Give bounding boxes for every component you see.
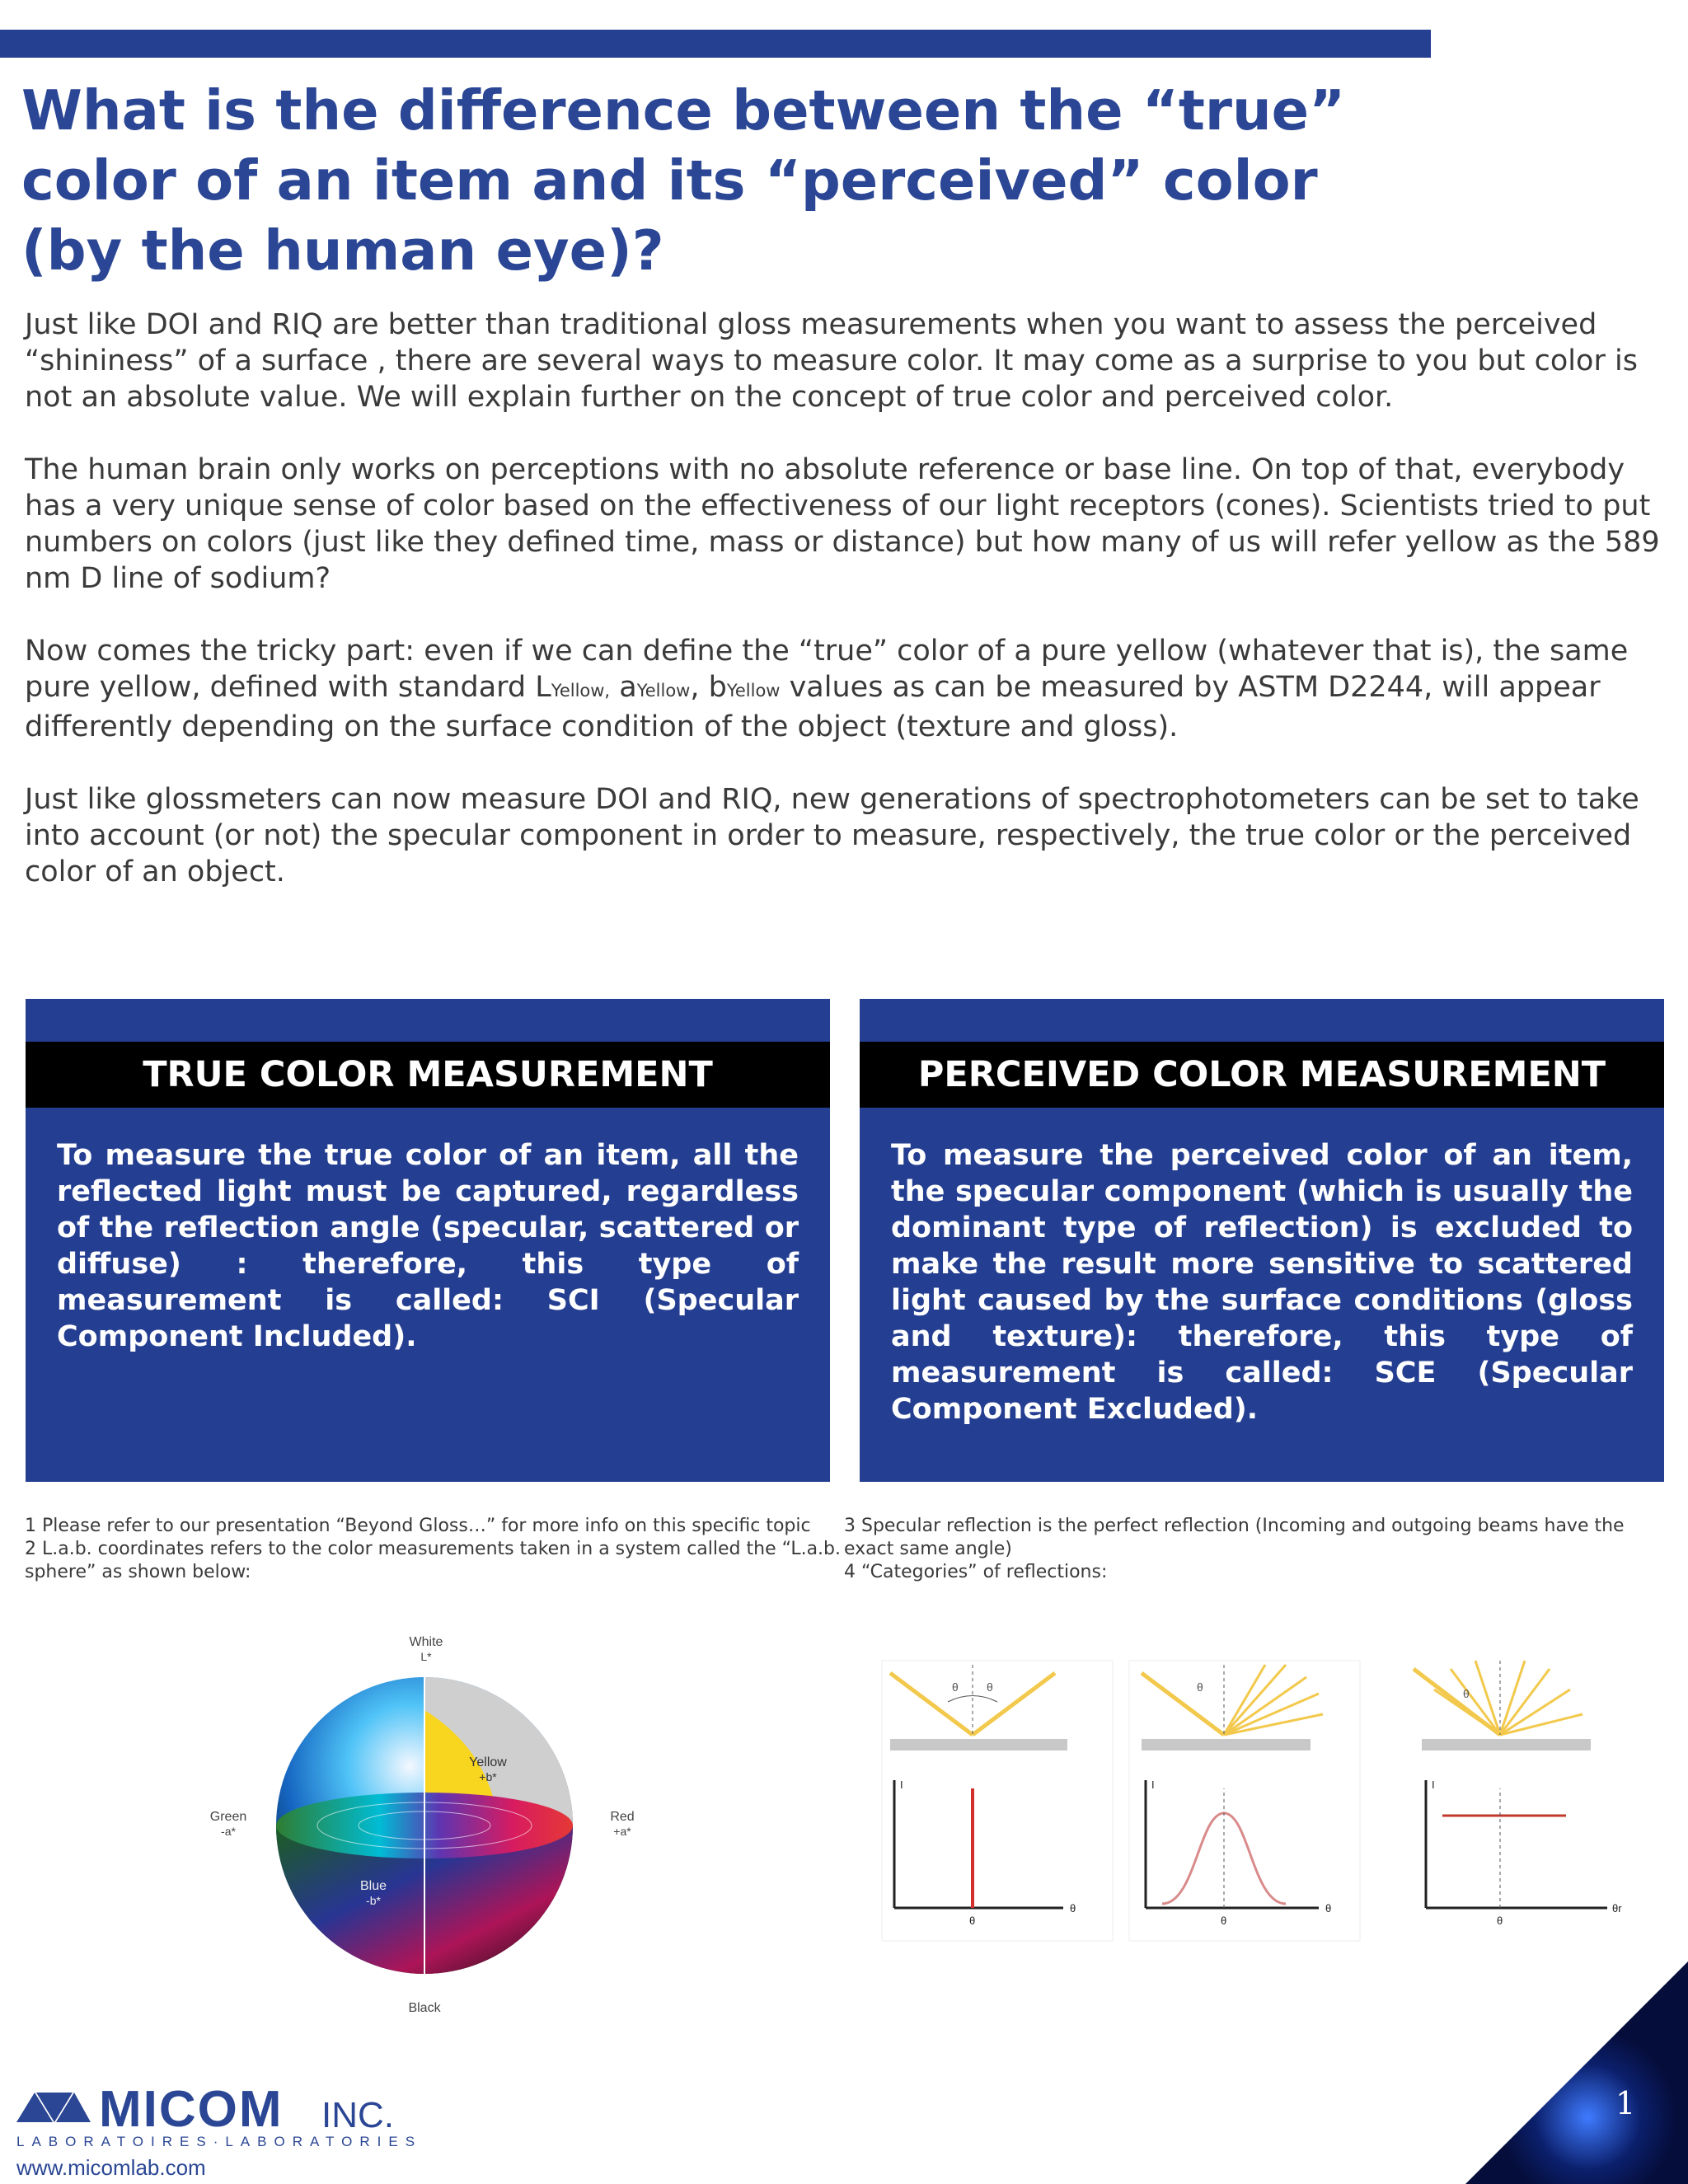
label-white: White	[409, 1635, 443, 1649]
title-line-1: What is the difference between the “true”	[21, 78, 1346, 143]
diffuse-reflection-panel	[1401, 1661, 1648, 1941]
perceived-color-box	[860, 999, 1664, 1482]
micom-logo	[16, 2081, 423, 2180]
label-white-axis: L*	[420, 1650, 432, 1663]
footnotes-left	[25, 1515, 841, 1584]
footnote-1: 1 Please refer to our presentation “Beyond Gloss…” for more info on this specific topic	[25, 1516, 811, 1536]
angle-label-2: θ	[1197, 1680, 1203, 1694]
p3-part-a: Now comes the tricky part: even if we can define the “true” color of a pure yellow (whatever that is), the same pure yellow, defined with standard L	[25, 635, 1629, 704]
footnote-3: 3 Specular reflection is the perfect reflection (Incoming and outgoing beams have the exact same angle)	[844, 1516, 1625, 1559]
p3-subscript-1: Yellow,	[551, 681, 611, 701]
spread-reflection-panel	[1129, 1661, 1360, 1941]
surface-3	[1422, 1739, 1591, 1750]
label-blue-axis: -b*	[366, 1894, 381, 1907]
tick-label-1: θ	[969, 1915, 976, 1927]
lab-sphere-illustration	[194, 1628, 655, 2023]
paragraph-2: The human brain only works on perceptions with no absolute reference or base line. On top of that, everybody has a very unique sense of color based on the effectiveness of our light receptors (cones). Scientists tried to put numbers on colors (just like they defined time, mass or distance) but how many of us will refer yellow as the 589 nm D line of sodium?	[25, 453, 1660, 595]
footnotes-right	[844, 1515, 1668, 1584]
logo-inc: INC.	[321, 2095, 394, 2135]
angle-label-1a: θ	[952, 1680, 959, 1694]
logo-triangles-icon	[16, 2091, 91, 2124]
x-label-2: θ	[1325, 1902, 1332, 1915]
angle-label-1b: θ	[987, 1680, 993, 1694]
p3-part-b: a	[610, 671, 637, 704]
title-line-2: color of an item and its “perceived” color	[21, 148, 1318, 213]
label-yellow: Yellow	[469, 1755, 507, 1769]
intensity-label-2: I	[1151, 1779, 1155, 1791]
x-label-3: θr	[1612, 1902, 1622, 1915]
label-blue: Blue	[359, 1879, 387, 1893]
tick-label-2: θ	[1221, 1915, 1227, 1927]
x-label-1: θ	[1070, 1902, 1076, 1915]
intensity-label-1: I	[900, 1779, 903, 1791]
p3-part-c: , b	[690, 671, 727, 704]
panel-2-frame	[1129, 1661, 1360, 1941]
tick-label-3: θ	[1497, 1915, 1503, 1927]
p3-subscript-2: Yellow	[636, 681, 691, 701]
label-yellow-axis: +b*	[479, 1770, 497, 1783]
intensity-label-3: I	[1432, 1779, 1435, 1791]
p3-part-d: values as can be measured by ASTM D2244, will appear differently depending on the surface condition of the object (texture and gloss).	[25, 671, 1601, 743]
specular-reflection-panel	[882, 1661, 1113, 1941]
footnote-2: 2 L.a.b. coordinates refers to the color measurements taken in a system called the “L.a.b. sphere” as shown below:	[25, 1539, 841, 1582]
true-color-text: To measure the true color of an item, all the reflected light must be captured, regardless of the reflection angle (specular, scattered or diffuse) : therefore, this type of measurement is called: SCI (Specular Component Included).	[57, 1139, 799, 1353]
page-title	[21, 76, 1423, 286]
perceived-color-text: To measure the perceived color of an item, the specular component (which is usually the dominant type of reflection) is excluded to make the result more sensitive to scattered light caused by the surface conditions (gloss and texture): therefore, this type of measurement is called: SCE (Specular Component Excluded).	[891, 1139, 1633, 1426]
logo-tagline: LABORATOIRES·LABORATORIES	[16, 2134, 423, 2149]
perceived-color-heading: PERCEIVED COLOR MEASUREMENT	[860, 1042, 1664, 1108]
paragraph-4: Just like glossmeters can now measure DOI and RIQ, new generations of spectrophotometers can be set to take into account (or not) the specular component in order to measure, respectively, the true color or the perceived color of an object.	[25, 783, 1639, 888]
surface-2	[1142, 1739, 1311, 1750]
logo-name: MICOM	[99, 2081, 284, 2138]
label-green-axis: -a*	[221, 1825, 236, 1838]
angle-label-3: θ	[1463, 1687, 1470, 1700]
page-number: 1	[1615, 2085, 1636, 2121]
label-green: Green	[209, 1810, 247, 1824]
label-red-axis: +a*	[613, 1825, 631, 1838]
corner-decoration	[1465, 1961, 1688, 2184]
true-color-heading: TRUE COLOR MEASUREMENT	[26, 1042, 830, 1108]
paragraph-3	[25, 633, 1673, 745]
label-black: Black	[408, 2001, 441, 2015]
intro-body	[25, 307, 1673, 926]
surface-1	[890, 1739, 1067, 1750]
panel-1-frame	[882, 1661, 1113, 1941]
paragraph-1: Just like DOI and RIQ are better than traditional gloss measurements when you want to assess the perceived “shininess” of a surface , there are several ways to measure color. It may come as a surprise to you but color is not an absolute value. We will explain further on the concept of true color and perceived color.	[25, 308, 1638, 414]
footnote-4: 4 “Categories” of reflections:	[844, 1562, 1108, 1582]
reflection-categories-illustration	[857, 1657, 1665, 1945]
p3-subscript-3: Yellow	[726, 681, 781, 701]
top-accent-bar	[0, 30, 1431, 58]
label-red: Red	[610, 1810, 635, 1824]
true-color-box	[26, 999, 830, 1482]
website-url[interactable]: www.micomlab.com	[16, 2155, 206, 2180]
title-line-3: (by the human eye)?	[21, 218, 664, 283]
